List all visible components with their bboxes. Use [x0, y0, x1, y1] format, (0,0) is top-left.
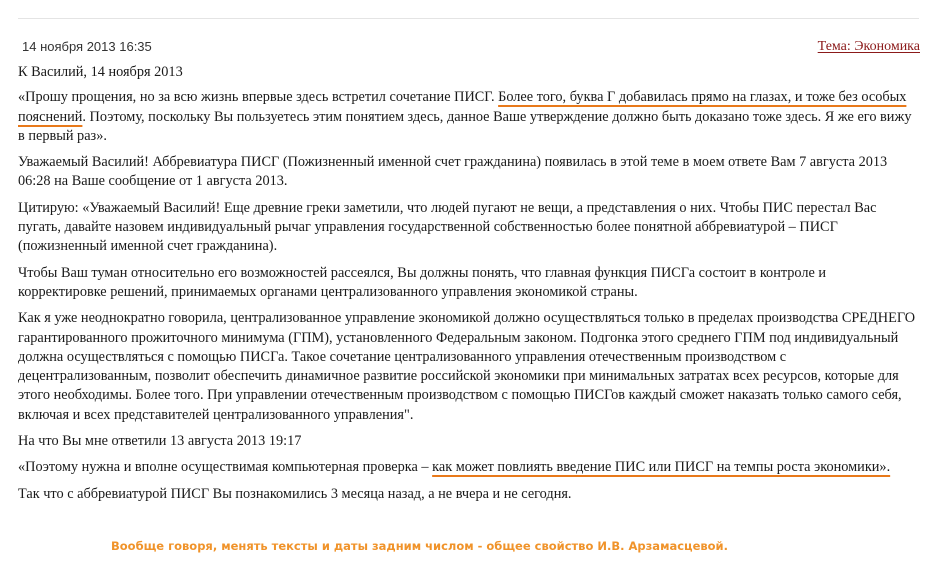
reply-to-line: К Василий, 14 ноября 2013 — [18, 64, 183, 80]
topic-link[interactable]: Тема: Экономика — [817, 39, 920, 54]
post-date: 14 ноября 2013 16:35 — [22, 39, 152, 54]
post-body — [18, 63, 918, 511]
quote-7-text-a: «Поэтому нужна и вполне осуществимая компьютерная проверка – — [18, 459, 433, 476]
quote-7-highlight: как может повлиять введение ПИС или ПИСГ на темпы роста экономики». — [432, 459, 891, 476]
quote-1-text-a: «Прошу прощения, но за всю жизнь впервые здесь встретил сочетание ПИСГ. — [18, 89, 499, 106]
top-divider — [18, 18, 919, 19]
quote-1-text-b: . Поэтому, поскольку Вы пользуетесь этим понятием здесь, данное Ваше утверждение должно быть доказано тоже здесь. Я же его вижу в первый раз». — [18, 108, 912, 144]
paragraph-4: Чтобы Ваш туман относительно его возможностей рассеялся, Вы должны понять, что главная функция ПИСГа состоит в контроле и корректировке решений, принимаемых органами централизованного управления экономикой страны. — [18, 264, 827, 300]
paragraph-6: На что Вы мне ответили 13 августа 2013 19:17 — [18, 433, 302, 450]
quote-paragraph-1 — [18, 88, 918, 146]
quote-paragraph-7 — [18, 458, 918, 477]
paragraph-2: Уважаемый Василий! Аббревиатура ПИСГ (Пожизненный именной счет гражданина) появилась в этой теме в моем ответе Вам 7 августа 2013 06:28 на Ваше сообщение от 1 августа 2013. — [18, 154, 888, 190]
paragraph-8: Так что с аббревиатурой ПИСГ Вы познакомились 3 месяца назад, а не вчера и не сегодня. — [18, 485, 572, 502]
quote-1-highlight: Более того, буква Г добавилась прямо на глазах, и тоже без особых пояснений — [18, 89, 907, 125]
orange-annotation: Вообще говоря, менять тексты и даты задним числом - общее свойство И.В. Арзамасцевой. — [111, 539, 728, 553]
paragraph-3: Цитирую: «Уважаемый Василий! Еще древние греки заметили, что людей пугают не вещи, а представления о них. Чтобы ПИС перестал Вас пугать, давайте назовем индивидуальный рычаг управления государственной собственностью более понятной аббревиатурой – ПИСГ (пожизненный именной счет гражданина). — [18, 199, 877, 255]
paragraph-5: Как я уже неоднократно говорила, централизованное управление экономикой должно осуществляться только в пределах производства СРЕДНЕГО гарантированного прожиточного минимума (ГПМ), установленного Федеральным законом. Подгонка этого среднего ГПМ под индивидуальный должна осуществляться с помощью ПИСГа. Такое сочетание централизованного управления отечественным производством с децентрализованным, позволит обеспечить динамичное развитие российской экономики при минимальных затратах всех ресурсов, которые для этого необходимы. Более того. При управлении отечественным производством с помощью ПИСГов каждый сможет наказать только самого себя, включая и всех представителей централизованного управления". — [18, 310, 916, 423]
